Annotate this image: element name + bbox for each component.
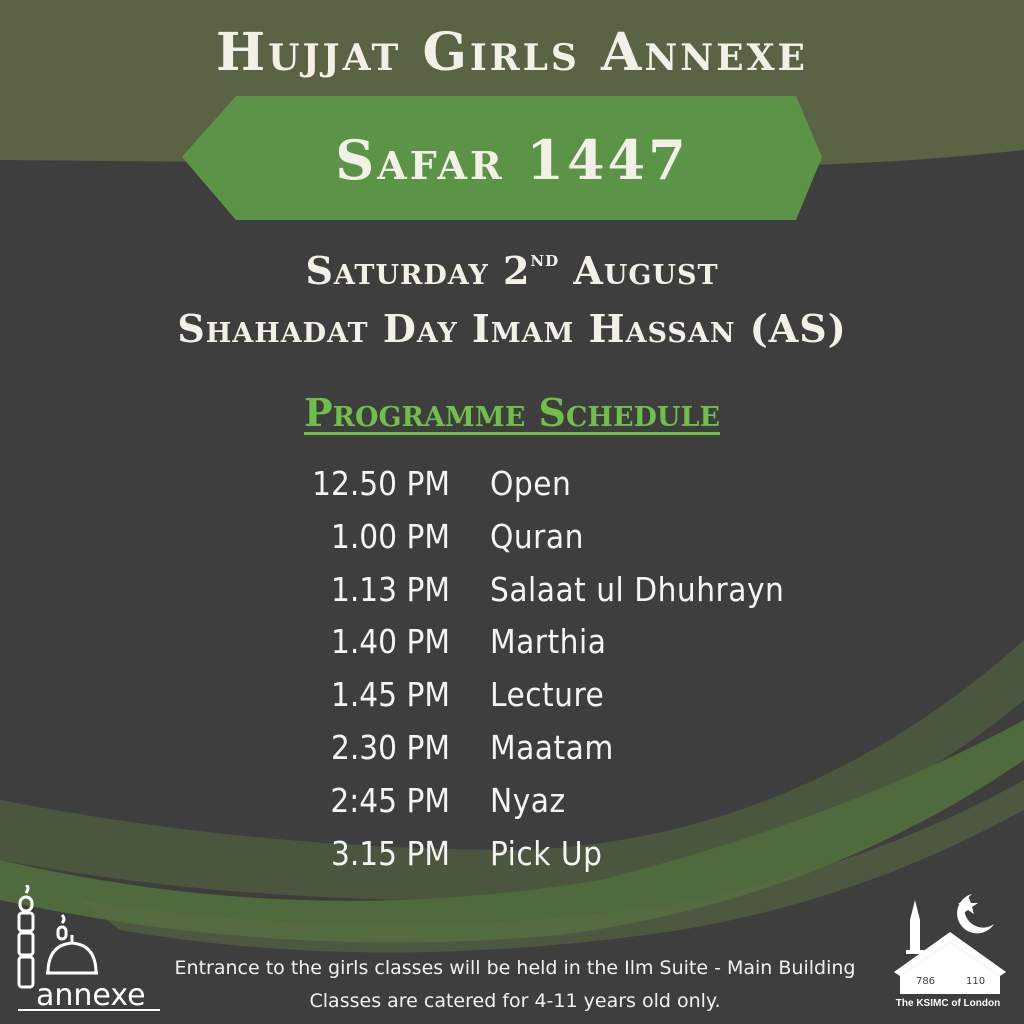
schedule-time: 1.45 PM bbox=[330, 675, 450, 715]
schedule-activity: Pick Up bbox=[490, 833, 603, 873]
schedule-row bbox=[300, 517, 820, 570]
schedule-time: 2.30 PM bbox=[330, 727, 450, 767]
schedule-time: 1.13 PM bbox=[330, 569, 450, 609]
footer-age-note: Classes are catered for 4-11 years old only. bbox=[309, 990, 721, 1012]
schedule-row bbox=[300, 834, 820, 887]
schedule-activity: Nyaz bbox=[490, 780, 566, 820]
event-date bbox=[0, 248, 1024, 293]
schedule-activity: Maatam bbox=[490, 727, 614, 767]
schedule-activity: Marthia bbox=[490, 622, 607, 662]
schedule-time: 1.40 PM bbox=[330, 622, 450, 662]
schedule-row bbox=[300, 728, 820, 781]
event-date-month: August bbox=[559, 248, 719, 293]
schedule-time: 3.15 PM bbox=[330, 833, 450, 873]
schedule-time: 2:45 PM bbox=[330, 780, 450, 820]
schedule-row bbox=[300, 675, 820, 728]
schedule-row bbox=[300, 570, 820, 623]
ksimc-caption: The KSIMC of London bbox=[895, 998, 1001, 1009]
schedule-activity: Lecture bbox=[490, 675, 605, 715]
schedule-list bbox=[300, 464, 820, 886]
schedule-activity: Salaat ul Dhuhrayn bbox=[490, 569, 785, 609]
schedule-time: 1.00 PM bbox=[330, 516, 450, 556]
annexe-logo-icon bbox=[14, 885, 164, 1013]
schedule-row bbox=[300, 464, 820, 517]
footer-location-note: Entrance to the girls classes will be held in the Ilm Suite - Main Building bbox=[174, 957, 856, 979]
schedule-heading: Programme Schedule bbox=[303, 390, 721, 435]
event-date-ordinal: nd bbox=[530, 246, 560, 272]
schedule-activity: Open bbox=[490, 464, 572, 503]
event-date-day: Saturday 2 bbox=[305, 248, 531, 293]
annexe-wordmark: annexe bbox=[36, 978, 146, 1013]
schedule-time: 12.50 PM bbox=[312, 464, 450, 503]
ksimc-number-right: 110 bbox=[966, 976, 986, 987]
schedule-row bbox=[300, 781, 820, 834]
month-banner: Safar 1447 bbox=[335, 128, 689, 192]
ksimc-number-left: 786 bbox=[916, 976, 936, 987]
event-occasion: Shahadat Day Imam Hassan (AS) bbox=[177, 306, 847, 351]
schedule-row bbox=[300, 622, 820, 675]
page-title: Hujjat Girls Annexe bbox=[216, 22, 808, 83]
schedule-activity: Quran bbox=[490, 516, 584, 556]
